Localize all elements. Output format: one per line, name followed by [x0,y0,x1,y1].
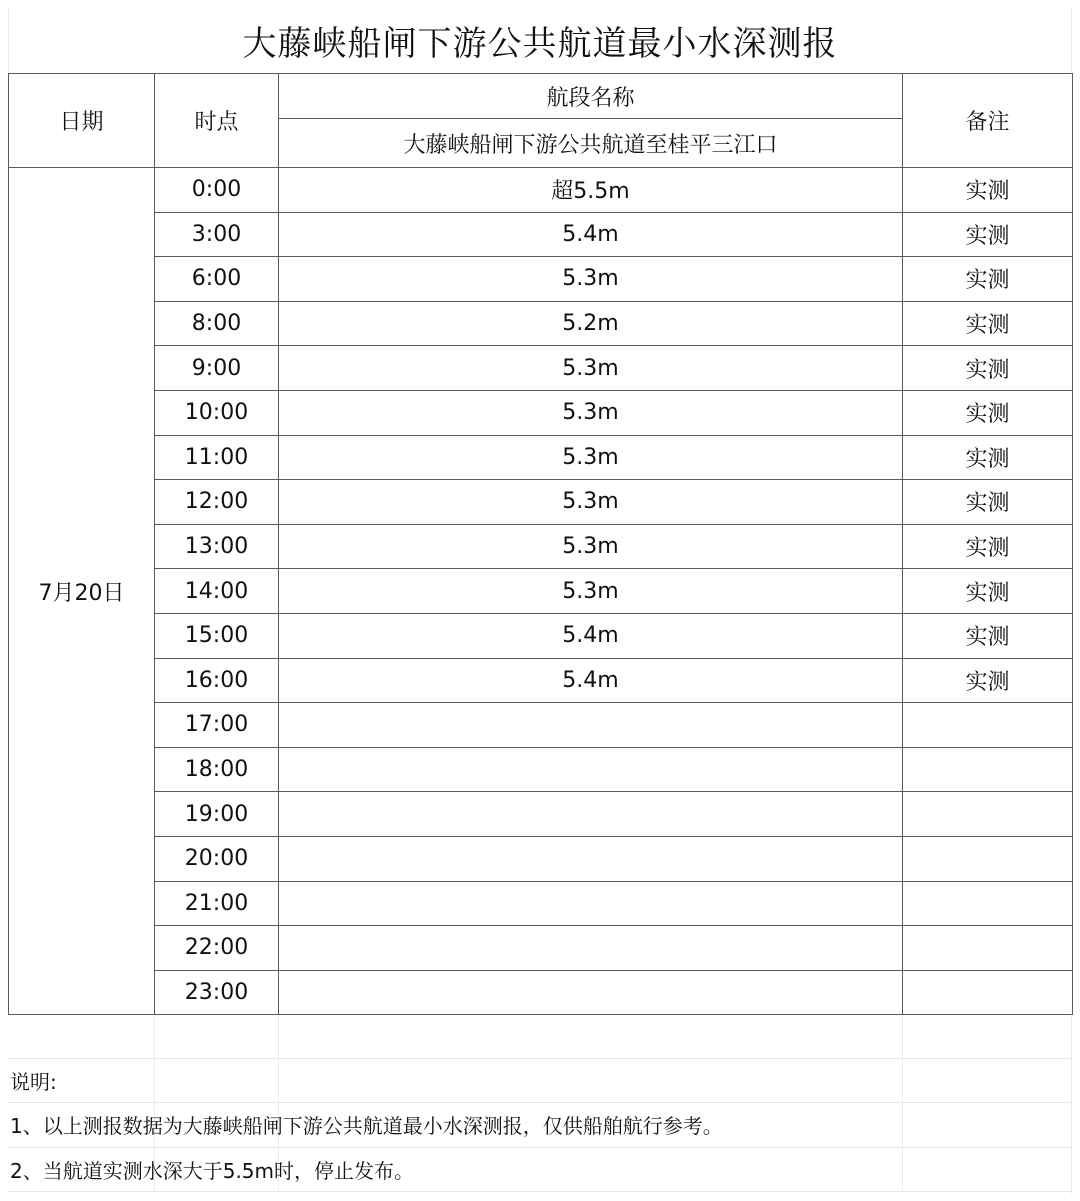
depth-cell: 5.3m [279,480,903,525]
time-cell: 23:00 [155,970,279,1015]
remark-cell: 实测 [903,346,1073,391]
time-cell: 18:00 [155,747,279,792]
remark-cell: 实测 [903,658,1073,703]
table-row [9,658,1073,703]
table-row [9,346,1073,391]
table-row [9,836,1073,881]
remark-cell: 实测 [903,212,1073,257]
time-cell: 3:00 [155,212,279,257]
time-cell: 6:00 [155,257,279,302]
depth-cell: 5.3m [279,390,903,435]
time-cell: 15:00 [155,613,279,658]
depth-cell: 5.3m [279,257,903,302]
notes-heading: 说明: [8,1059,1072,1104]
table-row [9,881,1073,926]
time-cell: 21:00 [155,881,279,926]
remark-cell: 实测 [903,301,1073,346]
time-cell: 11:00 [155,435,279,480]
time-cell: 16:00 [155,658,279,703]
column-header-remark: 备注 [903,74,1073,168]
note-item: 2、当航道实测水深大于5.5m时，停止发布。 [8,1148,1072,1193]
remark-cell: 实测 [903,257,1073,302]
depth-table [8,73,1073,1015]
depth-cell [279,970,903,1015]
table-row [9,212,1073,257]
table-row [9,747,1073,792]
date-cell: 7月20日 [9,168,155,1015]
remark-cell: 实测 [903,390,1073,435]
column-header-date: 日期 [9,74,155,168]
table-row [9,569,1073,614]
remark-cell: 实测 [903,480,1073,525]
remark-cell: 实测 [903,435,1073,480]
depth-cell: 5.2m [279,301,903,346]
table-row [9,926,1073,971]
time-cell: 13:00 [155,524,279,569]
table-row [9,390,1073,435]
remark-cell: 实测 [903,524,1073,569]
table-row [9,168,1073,213]
column-header-section-name: 航段名称 [279,74,903,119]
depth-cell [279,836,903,881]
table-row [9,435,1073,480]
remark-cell [903,792,1073,837]
depth-cell: 5.4m [279,658,903,703]
depth-cell [279,747,903,792]
table-row [9,792,1073,837]
remark-cell [903,970,1073,1015]
depth-cell: 5.3m [279,346,903,391]
remark-cell [903,926,1073,971]
table-row [9,480,1073,525]
table-row [9,703,1073,748]
depth-cell: 5.3m [279,524,903,569]
remark-cell: 实测 [903,613,1073,658]
remark-cell: 实测 [903,569,1073,614]
time-cell: 20:00 [155,836,279,881]
time-cell: 9:00 [155,346,279,391]
remark-cell [903,747,1073,792]
depth-cell: 5.3m [279,435,903,480]
time-cell: 22:00 [155,926,279,971]
time-cell: 8:00 [155,301,279,346]
depth-cell [279,881,903,926]
time-cell: 12:00 [155,480,279,525]
remark-cell [903,881,1073,926]
time-cell: 0:00 [155,168,279,213]
remark-cell [903,703,1073,748]
time-cell: 14:00 [155,569,279,614]
depth-cell: 超5.5m [279,168,903,213]
depth-cell [279,703,903,748]
report-title: 大藤峡船闸下游公共航道最小水深测报 [8,8,1072,73]
time-cell: 10:00 [155,390,279,435]
depth-cell: 5.3m [279,569,903,614]
depth-cell: 5.4m [279,212,903,257]
depth-cell [279,792,903,837]
table-row [9,613,1073,658]
table-row [9,970,1073,1015]
notes-section [8,1014,1072,1192]
table-row [9,257,1073,302]
table-row [9,301,1073,346]
blank-row [8,1014,1072,1059]
table-row [9,524,1073,569]
note-item: 1、以上测报数据为大藤峡船闸下游公共航道最小水深测报，仅供船舶航行参考。 [8,1103,1072,1148]
remark-cell [903,836,1073,881]
depth-cell [279,926,903,971]
time-cell: 19:00 [155,792,279,837]
depth-cell: 5.4m [279,613,903,658]
section-name-cell: 大藤峡船闸下游公共航道至桂平三江口 [279,119,903,168]
remark-cell: 实测 [903,168,1073,213]
column-header-time: 时点 [155,74,279,168]
time-cell: 17:00 [155,703,279,748]
